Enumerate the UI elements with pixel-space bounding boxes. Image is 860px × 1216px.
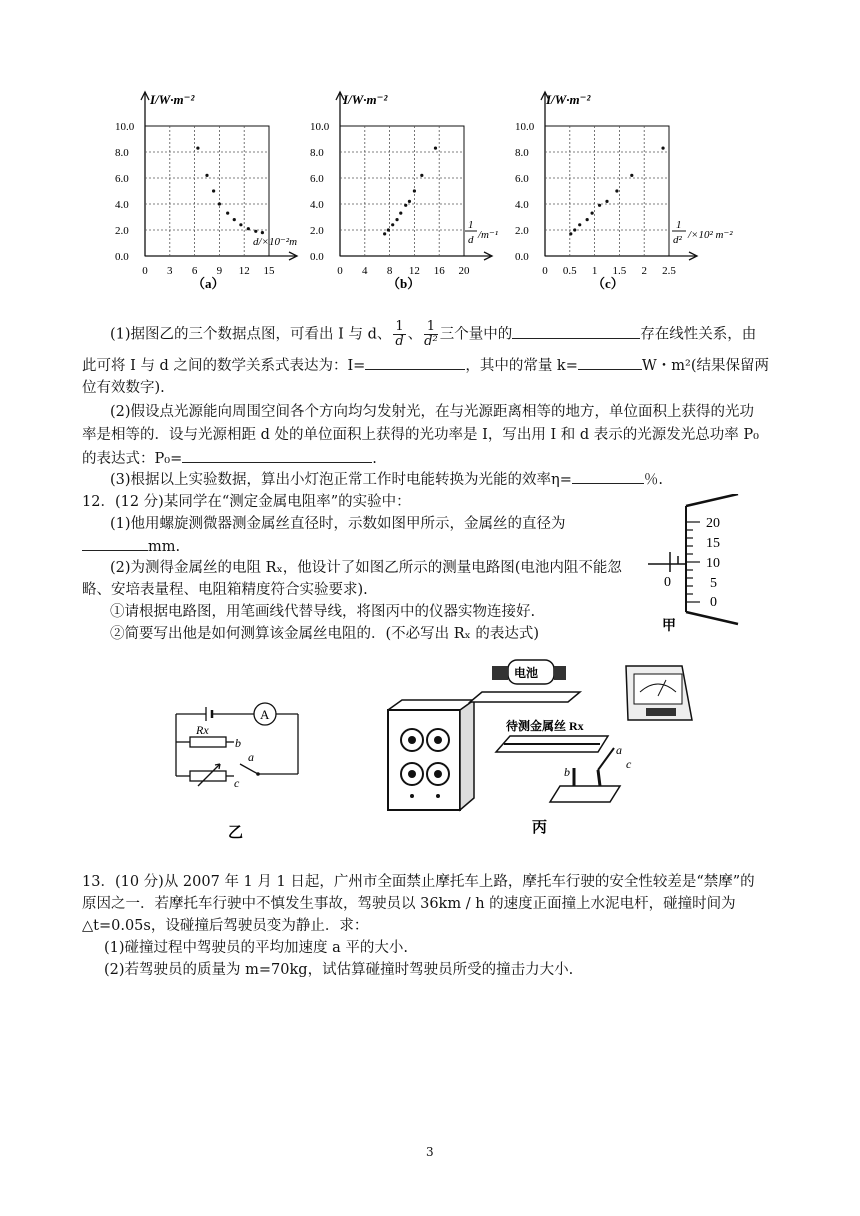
plot-frame — [545, 126, 669, 256]
x-tick-label: 9 — [216, 265, 223, 277]
answer-blank[interactable] — [512, 324, 640, 339]
x-tick-label: 0 — [542, 265, 548, 277]
data-point — [586, 218, 589, 221]
x-tick-label: 4 — [362, 265, 368, 277]
y-tick-label: 6.0 — [515, 173, 529, 185]
y-tick-label: 6.0 — [115, 173, 129, 185]
figure-caption: 甲 — [662, 619, 676, 634]
data-point — [387, 228, 390, 231]
data-point — [661, 147, 664, 150]
q12-p1-line2: mm. — [82, 536, 180, 557]
data-point — [212, 189, 215, 192]
data-point — [196, 147, 199, 150]
data-point — [605, 200, 608, 203]
x-frac-num: 1 — [676, 219, 682, 231]
x-tick-label: 2.5 — [662, 265, 676, 277]
q11-p2-line3: 的表达式：P₀= . — [82, 448, 377, 469]
fraction-1-over-d: $\frac{1}{d}$ — [395, 319, 404, 349]
data-point — [408, 200, 411, 203]
q11-p1-line1: (1)据图乙的三个数据点图，可看出 I 与 d、 $\frac{1}{d}$ 、 $\frac{1}{\text{d²}}$ 三个量中的 存在线性关系，由 — [110, 319, 757, 349]
y-tick-label: 2.0 — [310, 225, 324, 237]
y-tick-label: 4.0 — [310, 199, 324, 211]
x-axis-unit: /×10² m⁻² — [688, 229, 733, 241]
data-point — [598, 204, 601, 207]
y-tick-label: 0.0 — [515, 251, 529, 263]
switch-a-label: a — [616, 743, 622, 757]
data-point — [413, 189, 416, 192]
x-frac-den: d — [468, 234, 474, 246]
figure-caption: 丙 — [532, 820, 548, 836]
x-tick-label: 1 — [591, 265, 598, 277]
circuit-diagram — [168, 690, 308, 840]
x-frac-den: d² — [673, 234, 682, 246]
x-tick-label: 16 — [433, 265, 445, 277]
data-point — [630, 174, 633, 177]
data-point — [247, 227, 250, 230]
figure-caption: 乙 — [228, 825, 244, 840]
thimble-tick-10: 10 — [706, 556, 720, 571]
q12-title: 12．(12 分)某同学在“测定金属电阻率”的实验中： — [82, 494, 411, 510]
chart-caption: （a） — [192, 276, 225, 291]
node-a-label: a — [248, 750, 254, 764]
data-point — [434, 147, 437, 150]
wire-label: 待测金属丝 Rx — [506, 719, 584, 733]
y-tick-label: 4.0 — [115, 199, 129, 211]
data-point — [261, 231, 264, 234]
data-point — [391, 223, 394, 226]
data-point — [404, 204, 407, 207]
switch-b-label: b — [564, 765, 570, 779]
main-scale-zero: 0 — [664, 575, 671, 590]
thimble-tick-20: 20 — [706, 516, 720, 531]
data-point — [569, 232, 572, 235]
resistance-box — [388, 700, 474, 810]
y-axis-label: I/W·m⁻² — [150, 92, 195, 107]
data-point — [395, 218, 398, 221]
x-tick-label: 15 — [263, 265, 275, 277]
data-point — [591, 212, 594, 215]
y-tick-label: 4.0 — [515, 199, 529, 211]
y-axis-label: I/W·m⁻² — [546, 92, 591, 107]
node-b-label: b — [235, 736, 241, 750]
q11-p1-line2: 此可将 I 与 d 之间的数学关系式表达为：I= ，其中的常量 k= W・m²(结果保留两 — [82, 355, 769, 376]
q11-p2-line1: (2)假设点光源能向周围空间各个方向均匀发射光，在与光源距离相等的地方，单位面积上获得的光功 — [110, 404, 755, 420]
battery-label: 电池 — [514, 666, 539, 680]
data-point — [205, 174, 208, 177]
q12-step2: ②简要写出他是如何测算该金属丝电阻的．(不必写出 Rₓ 的表达式) — [110, 626, 540, 642]
plot-frame — [340, 126, 464, 256]
x-tick-label: 3 — [167, 265, 173, 277]
x-tick-label: 12 — [238, 265, 250, 277]
x-tick-label: 20 — [458, 265, 470, 277]
switch-c-label: c — [626, 757, 632, 771]
data-point — [233, 218, 236, 221]
y-axis-label: I/W·m⁻² — [343, 92, 388, 107]
chart-caption: （b） — [387, 276, 421, 291]
y-tick-label: 6.0 — [310, 173, 324, 185]
q13-line3: △t=0.05s，设碰撞后驾驶员变为静止．求： — [82, 918, 369, 934]
ammeter-symbol: A — [260, 707, 270, 722]
q12-p1-line1: (1)他用螺旋测微器测金属丝直径时，示数如图甲所示，金属丝的直径为 — [110, 516, 566, 532]
data-point — [218, 202, 221, 205]
x-tick-label: 8 — [386, 265, 393, 277]
y-tick-label: 8.0 — [115, 147, 129, 159]
x-frac-num: 1 — [468, 219, 474, 231]
q13-line4: (1)碰撞过程中驾驶员的平均加速度 a 平的大小. — [104, 940, 409, 956]
y-tick-label: 0.0 — [115, 251, 129, 263]
chart-caption: （c） — [592, 276, 624, 291]
answer-blank[interactable] — [365, 355, 465, 370]
chart-a — [110, 88, 305, 298]
answer-blank[interactable] — [572, 469, 644, 484]
thimble-tick-5: 5 — [710, 576, 717, 591]
battery — [470, 660, 580, 702]
data-point — [420, 174, 423, 177]
answer-blank[interactable] — [182, 448, 372, 463]
y-tick-label: 2.0 — [115, 225, 129, 237]
answer-blank[interactable] — [82, 536, 148, 551]
y-tick-label: 10.0 — [115, 121, 135, 133]
micrometer-figure — [648, 494, 768, 640]
y-tick-label: 10.0 — [515, 121, 535, 133]
q12-step1: ①请根据电路图，用笔画线代替导线，将图丙中的仪器实物连接好. — [110, 604, 536, 620]
x-tick-label: 6 — [191, 265, 198, 277]
x-axis-unit: d/×10⁻²m — [253, 236, 298, 248]
q13-line5: (2)若驾驶员的质量为 m=70kg，试估算碰撞时驾驶员所受的撞击力大小. — [104, 962, 574, 978]
chart-b — [305, 88, 500, 298]
q12-p2-line2: 略、安培表量程、电阻箱精度符合实验要求). — [82, 582, 368, 598]
x-tick-label: 2 — [641, 265, 647, 277]
q11-p3: (3)根据以上实验数据，算出小灯泡正常工作时电能转换为光能的效率η= ％. — [110, 469, 663, 490]
data-point — [254, 230, 257, 233]
node-c-label: c — [234, 776, 240, 790]
rx-label: Rx — [196, 723, 209, 737]
y-tick-label: 8.0 — [310, 147, 324, 159]
x-tick-label: 1.5 — [612, 265, 627, 277]
fraction-1-over-d2: $\frac{1}{\text{d²}}$ — [424, 319, 438, 349]
thimble-tick-0: 0 — [710, 595, 717, 610]
data-point — [226, 212, 229, 215]
data-point — [399, 212, 402, 215]
x-tick-label: 0 — [142, 265, 148, 277]
y-tick-label: 8.0 — [515, 147, 529, 159]
answer-blank[interactable] — [578, 355, 642, 370]
y-tick-label: 10.0 — [310, 121, 330, 133]
q12-p2-line1: (2)为测得金属丝的电阻 Rₓ，他设计了如图乙所示的测量电路图(电池内阻不能忽 — [110, 560, 622, 576]
q13-line2: 原因之一．若摩托车行驶中不慎发生事故，驾驶员以 36km / h 的速度正面撞上水泥电杆，碰撞时间为 — [82, 896, 736, 912]
data-point — [239, 223, 242, 226]
plot-frame — [145, 126, 269, 256]
page-number: 3 — [426, 1145, 434, 1159]
ammeter — [626, 666, 692, 720]
data-point — [383, 232, 386, 235]
x-axis-unit: /m⁻¹ — [478, 229, 499, 241]
q11-p2-line2: 率是相等的．设与光源相距 d 处的单位面积上获得的光功率是 I，写出用 I 和 d 表示的光源发光总功率 P₀ — [82, 427, 759, 443]
x-tick-label: 12 — [408, 265, 420, 277]
x-tick-label: 0.5 — [562, 265, 577, 277]
data-point — [578, 223, 581, 226]
q11-p1-line3: 位有效数字). — [82, 380, 165, 396]
y-tick-label: 2.0 — [515, 225, 529, 237]
x-tick-label: 0 — [337, 265, 343, 277]
data-point — [573, 228, 576, 231]
q13-line1: 13．(10 分)从 2007 年 1 月 1 日起，广州市全面禁止摩托车上路，摩托车行驶的安全性较差是“禁摩”的 — [82, 874, 755, 890]
y-tick-label: 0.0 — [310, 251, 324, 263]
chart-c — [510, 88, 780, 298]
data-point — [615, 189, 618, 192]
apparatus-figure — [360, 656, 700, 836]
thimble-tick-15: 15 — [706, 536, 720, 551]
